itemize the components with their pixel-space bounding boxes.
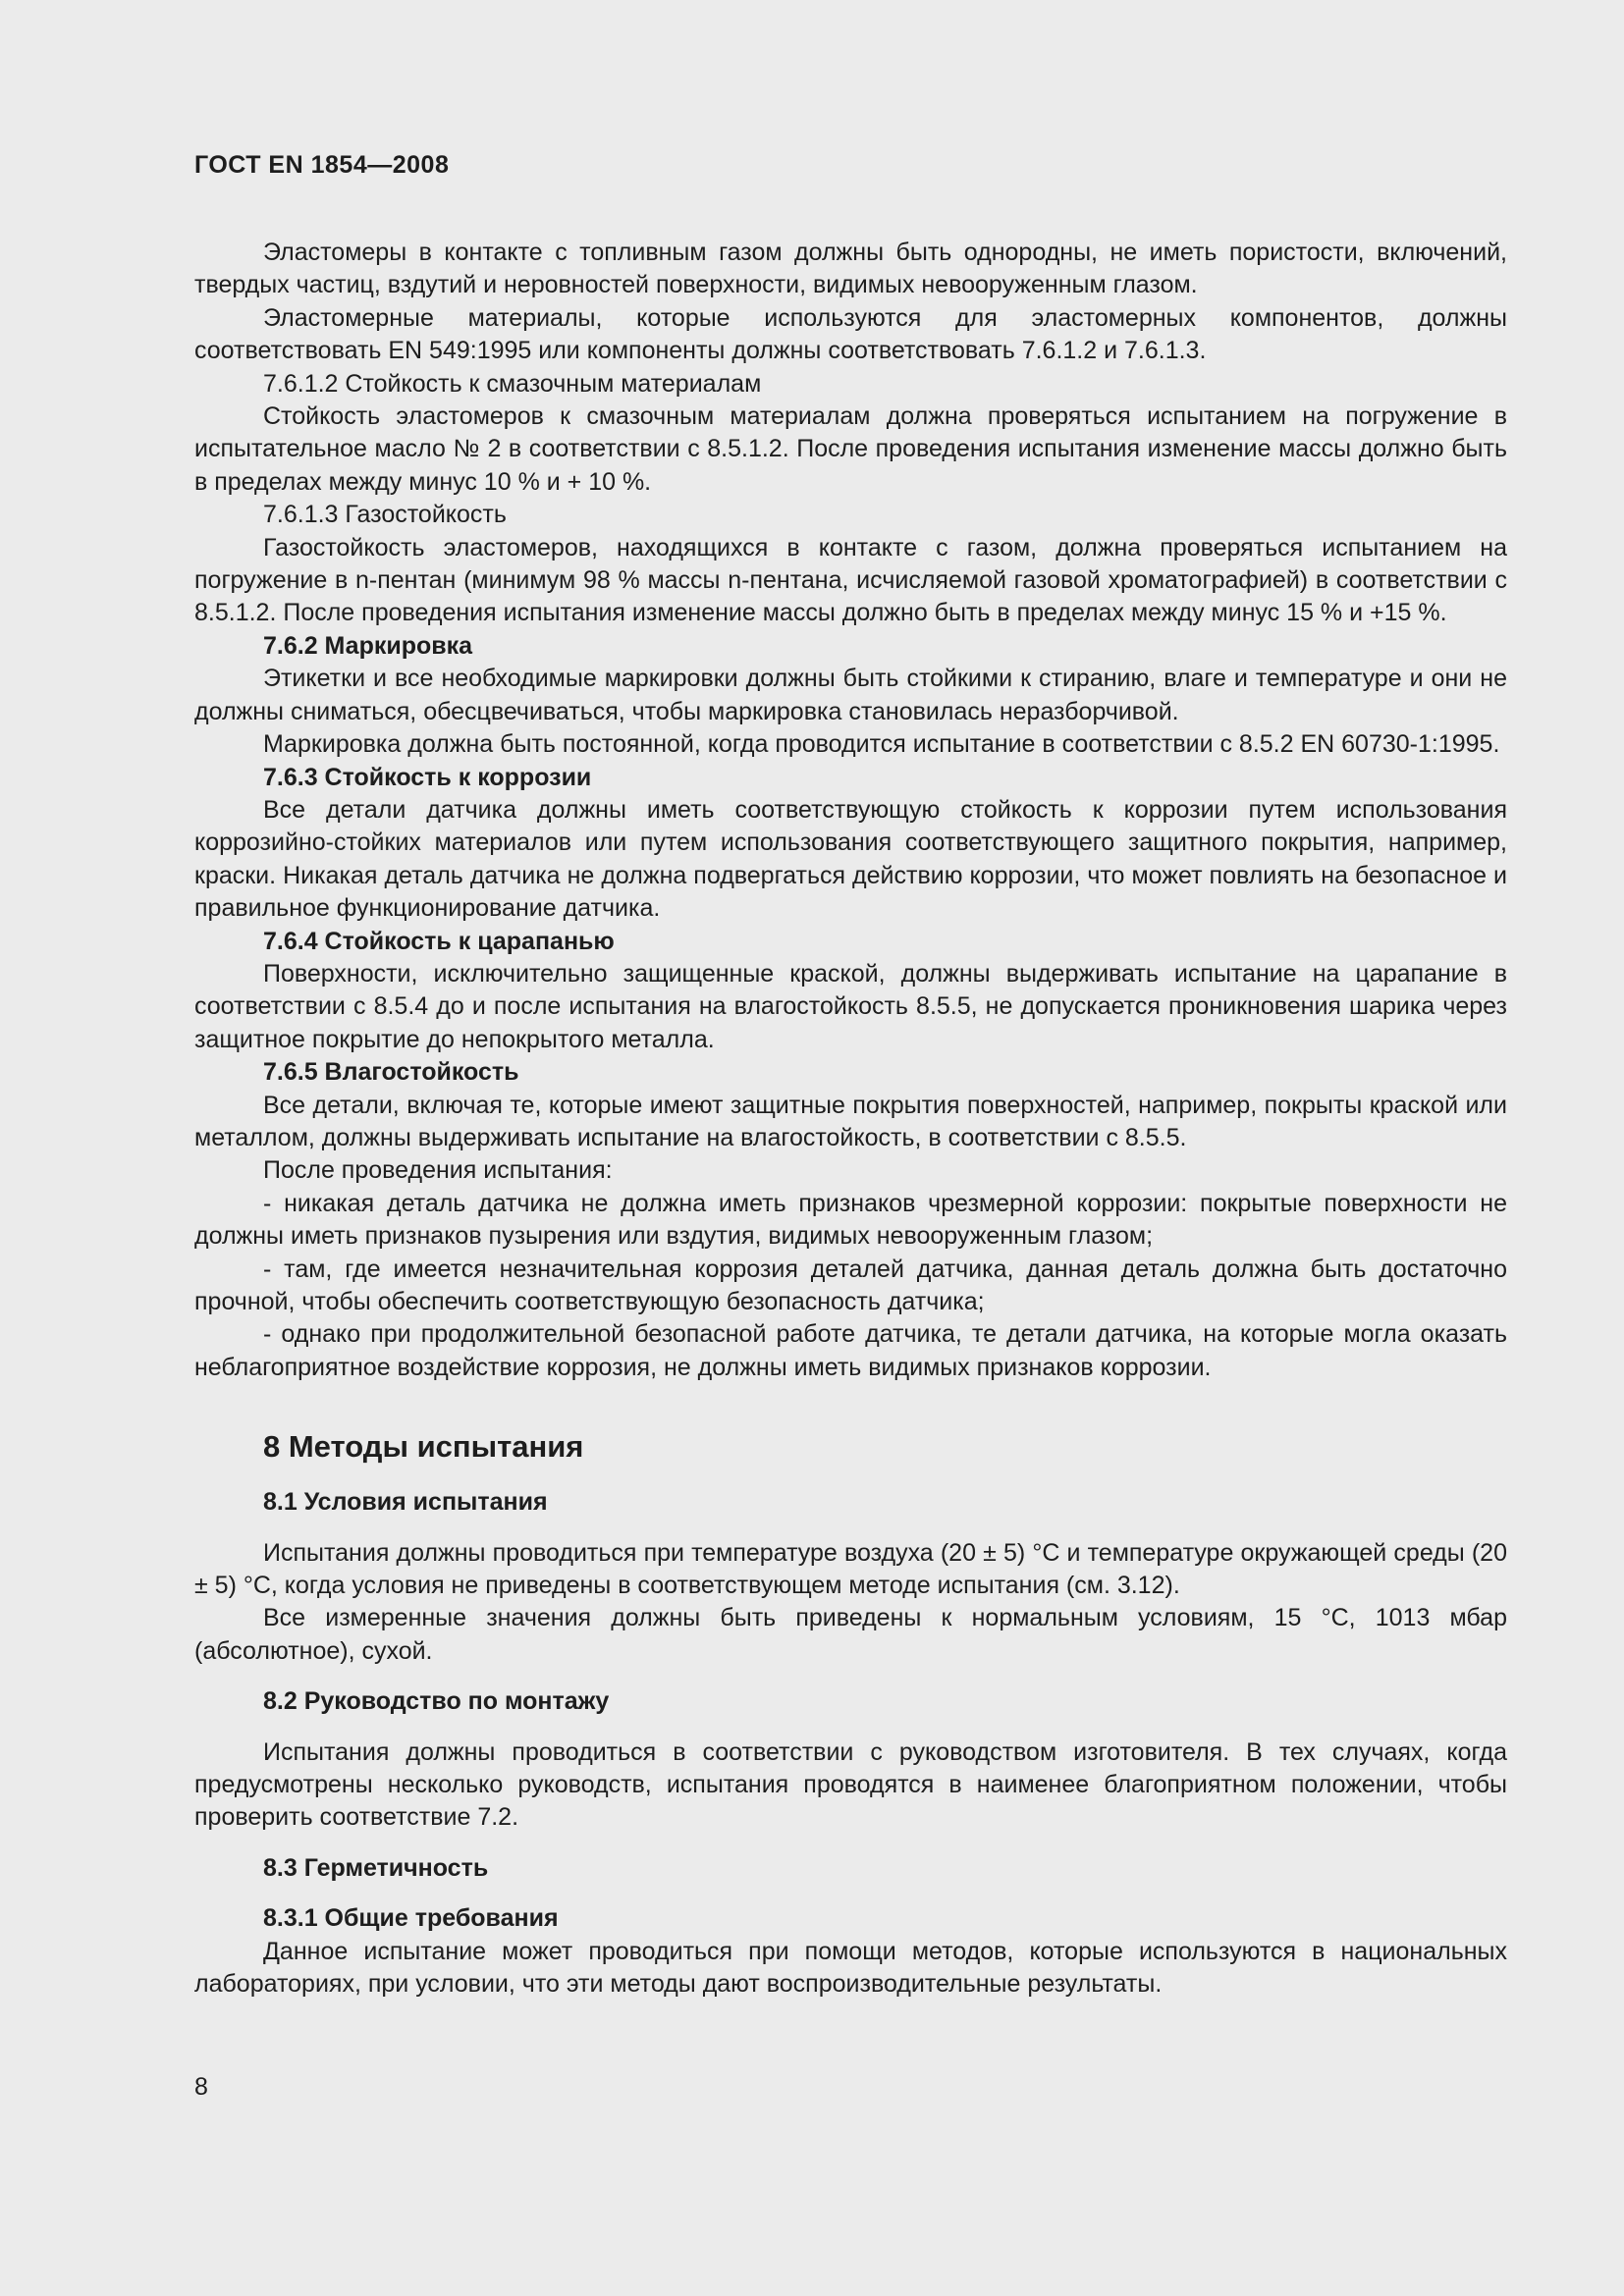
paragraph: Испытания должны проводиться в соответствии с руководством изготовителя. В тех случаях, когда предусмотрены несколько руководств, испытания проводятся в наименее благоприятном положении, чтобы проверить соответствие 7.2.	[194, 1737, 1507, 1832]
page-number: 8	[194, 2073, 208, 2101]
paragraph: Все детали, включая те, которые имеют защитные покрытия поверхностей, например, покрыты краской или металлом, должны выдерживать испытание на влагостойкость, в соответствии с 8.5.5.	[194, 1091, 1507, 1151]
section-heading-8-3-1: 8.3.1 Общие требования	[263, 1904, 559, 1933]
paragraph: Газостойкость эластомеров, находящихся в контакте с газом, должна проверяться испытанием на погружение в n-пентан (минимум 98 % массы n-пентана, исчисляемой газовой хроматографией) в соответствии с 8.5.1.2. После проведения испытания изменение массы должно быть в пределах между минус 15 % и +15 %.	[194, 533, 1507, 627]
section-heading-8-1: 8.1 Условия испытания	[263, 1488, 548, 1517]
paragraph: После проведения испытания:	[263, 1156, 613, 1185]
paragraph: Этикетки и все необходимые маркировки должны быть стойкими к стиранию, влаге и температуре и они не должны сниматься, обесцвечиваться, чтобы маркировка становилась неразборчивой.	[194, 665, 1507, 725]
paragraph: Стойкость эластомеров к смазочным материалам должна проверяться испытанием на погружение в испытательное масло № 2 в соответствии с 8.5.1.2. После проведения испытания изменение массы должно быть в пределах между минус 10 % и + 10 %.	[194, 402, 1507, 496]
section-heading-8-3: 8.3 Герметичность	[263, 1853, 489, 1882]
paragraph: Маркировка должна быть постоянной, когда проводится испытание в соответствии с 8.5.2 EN 60730-1:1995.	[263, 730, 1500, 759]
paragraph: Испытания должны проводиться при температуре воздуха (20 ± 5) °С и температуре окружающей среды (20 ± 5) °С, когда условия не приведены в соответствующем методе испытания (см. 3.12).	[194, 1538, 1507, 1600]
main-text	[194, 237, 1507, 2002]
paragraph: Данное испытание может проводиться при помощи методов, которые используются в национальных лабораториях, при условии, что эти методы дают воспроизводительные результаты.	[194, 1937, 1507, 1999]
paragraph: Все измеренные значения должны быть приведены к нормальным условиям, 15 °С, 1013 мбар (абсолютное), сухой.	[194, 1604, 1507, 1665]
section-heading-8-2: 8.2 Руководство по монтажу	[263, 1687, 610, 1716]
list-item: - никакая деталь датчика не должна иметь признаков чрезмерной коррозии: покрытые поверхности не должны иметь признаков пузырения или вздутия, видимых невооруженным глазом;	[194, 1189, 1507, 1251]
list-item: - там, где имеется незначительная коррозия деталей датчика, данная деталь должна быть достаточно прочной, чтобы обеспечить соответствующую безопасность датчика;	[194, 1255, 1507, 1315]
paragraph: Эластомерные материалы, которые используются для эластомерных компонентов, должны соответствовать EN 549:1995 или компоненты должны соответствовать 7.6.1.2 и 7.6.1.3.	[194, 303, 1507, 365]
section-heading-7-6-5: 7.6.5 Влагостойкость	[263, 1058, 519, 1087]
paragraph: Все детали датчика должны иметь соответствующую стойкость к коррозии путем использования коррозийно-стойких материалов или путем использования соответствующего защитного покрытия, например, краски. Никакая деталь датчика не должна подвергаться действию коррозии, что может повлиять на безопасное и правильное функционирование датчика.	[194, 795, 1507, 923]
paragraph: Поверхности, исключительно защищенные краской, должны выдерживать испытание на царапание в соответствии с 8.5.4 до и после испытания на влагостойкость 8.5.5, не допускается проникновения шарика через защитное покрытие до непокрытого металла.	[194, 959, 1507, 1053]
section-heading-7-6-1-3: 7.6.1.3 Газостойкость	[263, 501, 507, 529]
paragraph: Эластомеры в контакте с топливным газом должны быть однородны, не иметь пористости, включений, твердых частиц, вздутий и неровностей поверхности, видимых невооруженным глазом.	[194, 239, 1507, 299]
document-header: ГОСТ EN 1854—2008	[194, 151, 450, 179]
section-heading-7-6-2: 7.6.2 Маркировка	[263, 631, 473, 660]
section-heading-7-6-1-2: 7.6.1.2 Стойкость к смазочным материалам	[263, 369, 762, 398]
list-item: - однако при продолжительной безопасной работе датчика, те детали датчика, на которые могла оказать неблагоприятное воздействие коррозия, не должны иметь видимых признаков коррозии.	[194, 1320, 1507, 1381]
section-heading-7-6-3: 7.6.3 Стойкость к коррозии	[263, 763, 592, 791]
section-heading-7-6-4: 7.6.4 Стойкость к царапанью	[263, 927, 615, 955]
chapter-heading-8: 8 Методы испытания	[263, 1429, 584, 1465]
